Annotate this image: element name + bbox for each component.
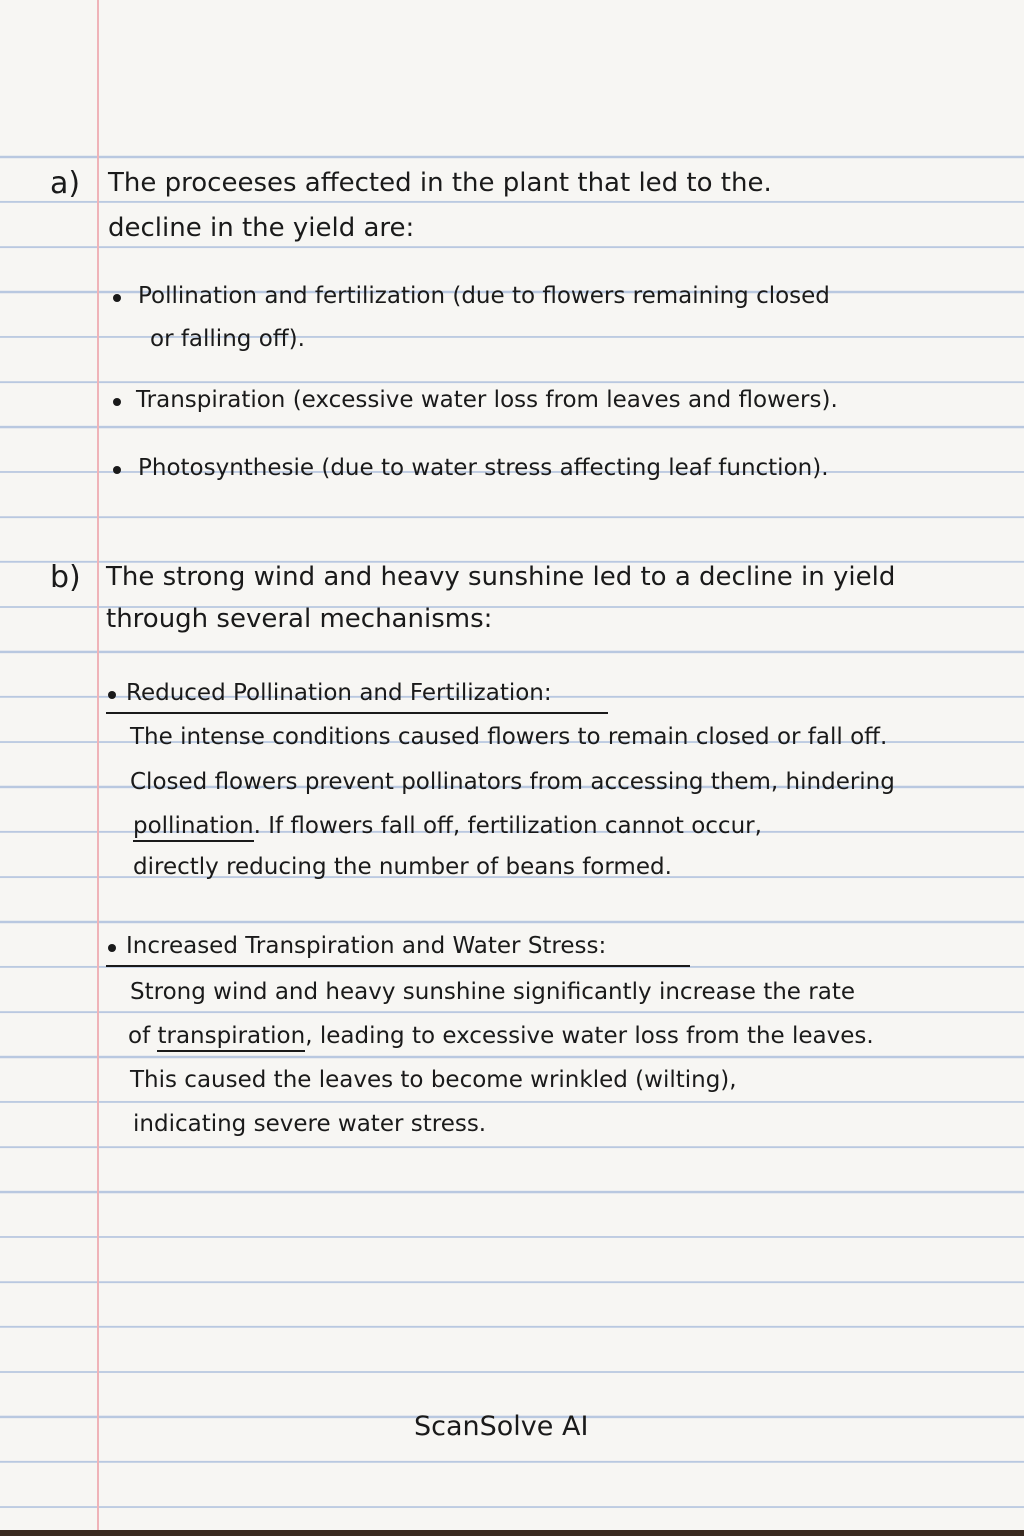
transpiration-line2-prefix: of	[128, 1023, 158, 1049]
bullet-dot	[113, 398, 121, 406]
bullet-dot	[113, 466, 121, 474]
question-a-bullet-3: Photosynthesie (due to water stress affecting leaf function).	[138, 455, 829, 481]
transpiration-line3: This caused the leaves to become wrinkled (wilting),	[130, 1067, 737, 1093]
underlined-term-pollination: pollination	[133, 813, 254, 842]
question-b-intro-line2: through several mechanisms:	[106, 604, 493, 634]
question-a-bullet-2: Transpiration (excessive water loss from leaves and flowers).	[136, 387, 838, 413]
section-heading-pollination: Reduced Pollination and Fertilization:	[126, 680, 552, 706]
pollination-line4: directly reducing the number of beans formed.	[133, 854, 672, 880]
transpiration-line1: Strong wind and heavy sunshine significantly increase the rate	[130, 979, 855, 1005]
transpiration-line2	[128, 1023, 874, 1049]
pollination-line1: The intense conditions caused flowers to remain closed or fall off.	[130, 724, 888, 750]
section-heading-transpiration: Increased Transpiration and Water Stress:	[126, 933, 607, 959]
watermark: ScanSolve AI	[414, 1411, 589, 1442]
transpiration-line2-rest: , leading to excessive water loss from the leaves.	[305, 1023, 874, 1049]
question-b-intro-line1: The strong wind and heavy sunshine led to a decline in yield	[106, 562, 896, 592]
pollination-line2: Closed flowers prevent pollinators from accessing them, hindering	[130, 769, 895, 795]
underlined-term-transpiration: transpiration	[157, 1023, 305, 1052]
page-top-blank	[0, 0, 1024, 130]
bullet-dot	[108, 691, 116, 699]
question-b-label: b)	[50, 560, 81, 595]
question-a-bullet-1-line2: or falling off).	[150, 326, 305, 352]
question-a-intro-line2: decline in the yield are:	[108, 213, 415, 243]
heading-underline	[106, 712, 608, 714]
question-a-bullet-1-line1: Pollination and fertilization (due to flowers remaining closed	[138, 283, 830, 309]
bullet-dot	[113, 294, 121, 302]
question-a-label: a)	[50, 166, 81, 201]
heading-underline	[106, 965, 690, 967]
question-a-intro-line1: The proceeses affected in the plant that led to the.	[108, 168, 772, 198]
margin-line	[97, 0, 99, 1530]
transpiration-line4: indicating severe water stress.	[133, 1111, 487, 1137]
pollination-line3-rest: . If flowers fall off, fertilization cannot occur,	[253, 813, 762, 839]
bullet-dot	[108, 944, 116, 952]
pollination-line3	[133, 813, 762, 839]
